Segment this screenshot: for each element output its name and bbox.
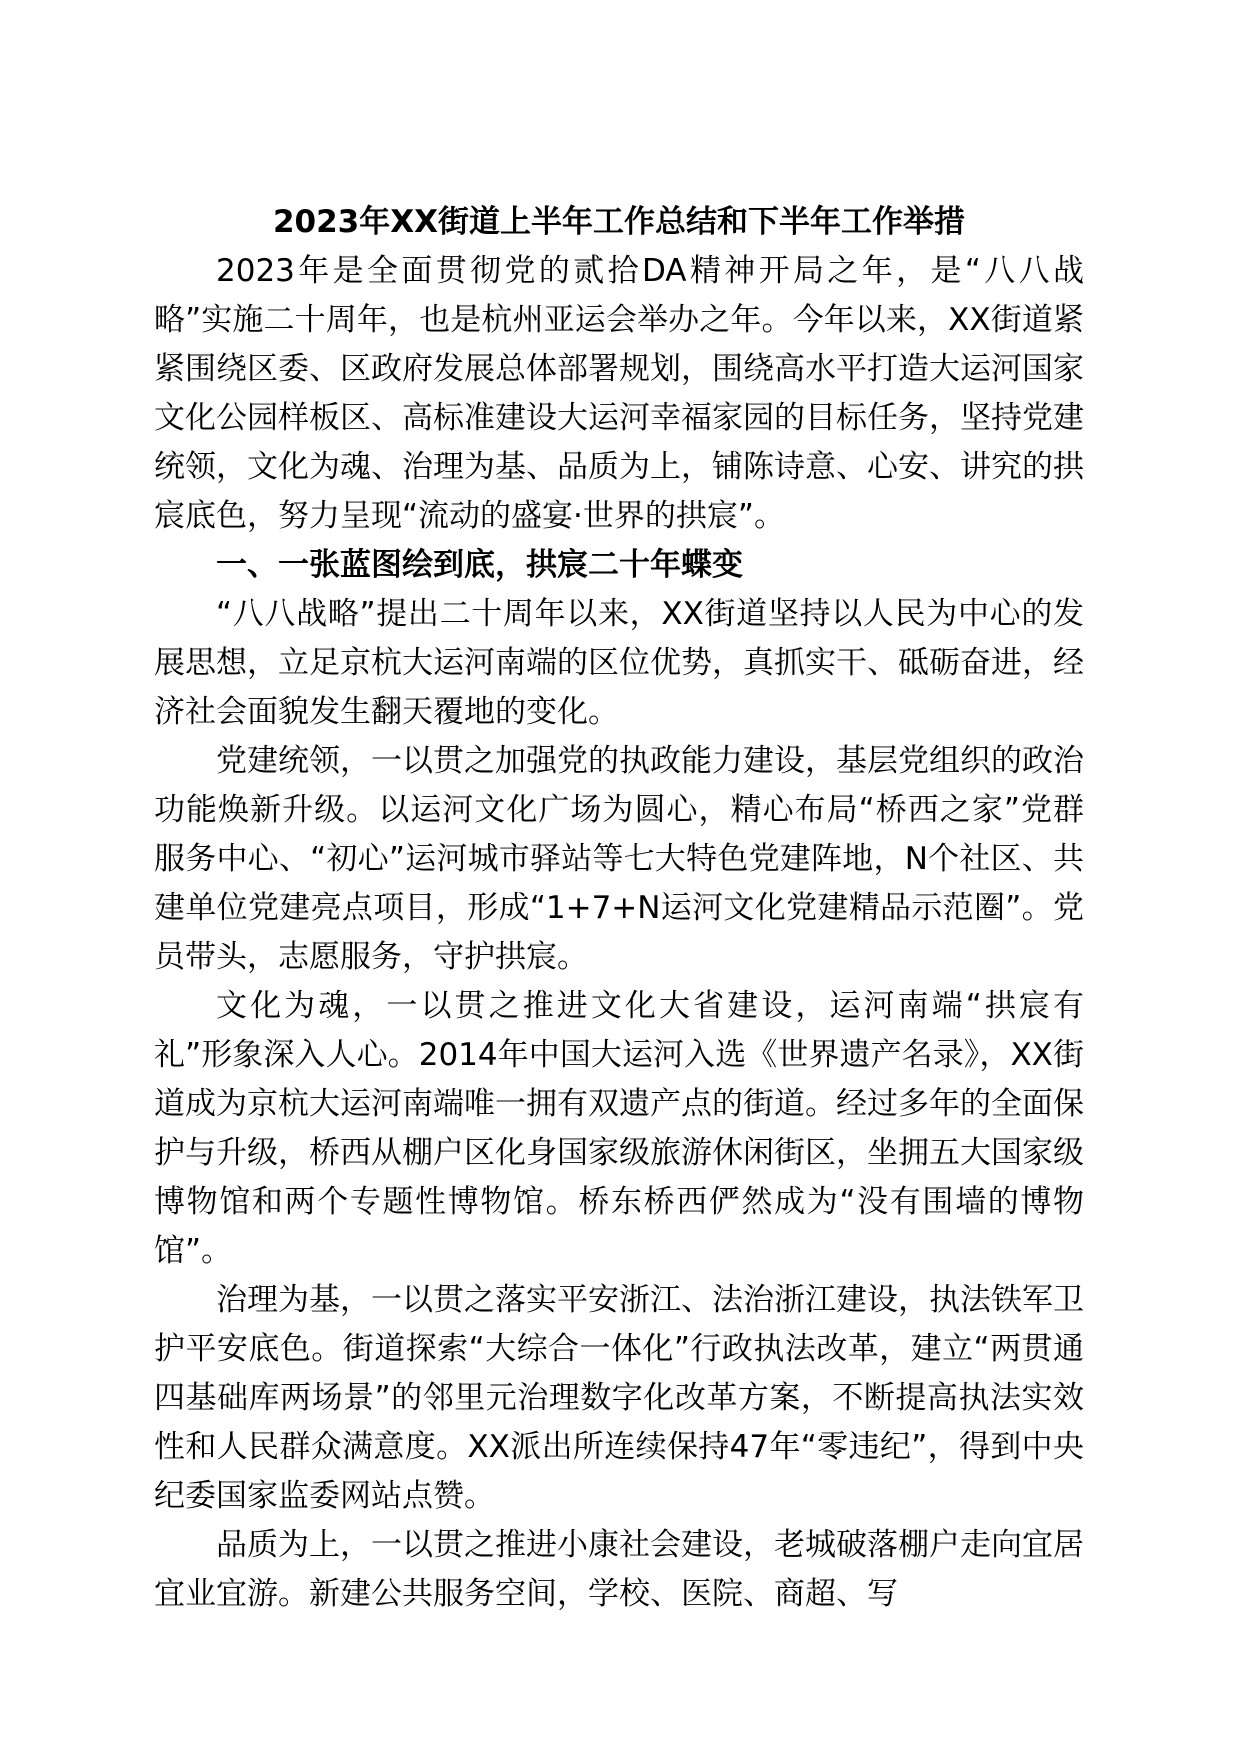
body-paragraph: 文化为魂，一以贯之推进文化大省建设，运河南端“拱宸有礼”形象深入人心。2014年中国大运河入选《世界遗产名录》，XX街道成为京杭大运河南端唯一拥有双遗产点的街道。经过多年的全面保护与升级，桥西从棚户区化身国家级旅游休闲街区，坐拥五大国家级博物馆和两个专题性博物馆。桥东桥西俨然成为“没有围墙的博物馆”。 bbox=[154, 988, 1084, 1269]
body-paragraph: “八八战略”提出二十周年以来，XX街道坚持以人民为中心的发展思想，立足京杭大运河南端的区位优势，真抓实干、砥砺奋进，经济社会面貌发生翻天覆地的变化。 bbox=[154, 596, 1084, 730]
body-paragraph: 治理为基，一以贯之落实平安浙江、法治浙江建设，执法铁军卫护平安底色。街道探索“大综合一体化”行政执法改革，建立“两贯通四基础库两场景”的邻里元治理数字化改革方案，不断提高执法实效性和人民群众满意度。XX派出所连续保持47年“零违纪”，得到中央纪委国家监委网站点赞。 bbox=[154, 1282, 1084, 1514]
body-paragraph: 品质为上，一以贯之推进小康社会建设，老城破落棚户走向宜居宜业宜游。新建公共服务空间，学校、医院、商超、写 bbox=[154, 1527, 1084, 1612]
document-page bbox=[154, 198, 1084, 1619]
intro-paragraph: 2023年是全面贯彻党的贰拾DA精神开局之年，是“八八战略”实施二十周年，也是杭州亚运会举办之年。今年以来，XX街道紧紧围绕区委、区政府发展总体部署规划，围绕高水平打造大运河国家文化公园样板区、高标准建设大运河幸福家园的目标任务，坚持党建统领，文化为魂、治理为基、品质为上，铺陈诗意、心安、讲究的拱宸底色，努力呈现“流动的盛宴·世界的拱宸”。 bbox=[154, 253, 1084, 534]
body-paragraph: 党建统领，一以贯之加强党的执政能力建设，基层党组织的政治功能焕新升级。以运河文化广场为圆心，精心布局“桥西之家”党群服务中心、“初心”运河城市驿站等七大特色党建阵地，N个社区、共建单位党建亮点项目，形成“1+7+N运河文化党建精品示范圈”。党员带头，志愿服务，守护拱宸。 bbox=[154, 743, 1084, 975]
section-heading: 一、一张蓝图绘到底，拱宸二十年蝶变 bbox=[216, 547, 743, 583]
document-title: 2023年XX街道上半年工作总结和下半年工作举措 bbox=[272, 204, 966, 240]
